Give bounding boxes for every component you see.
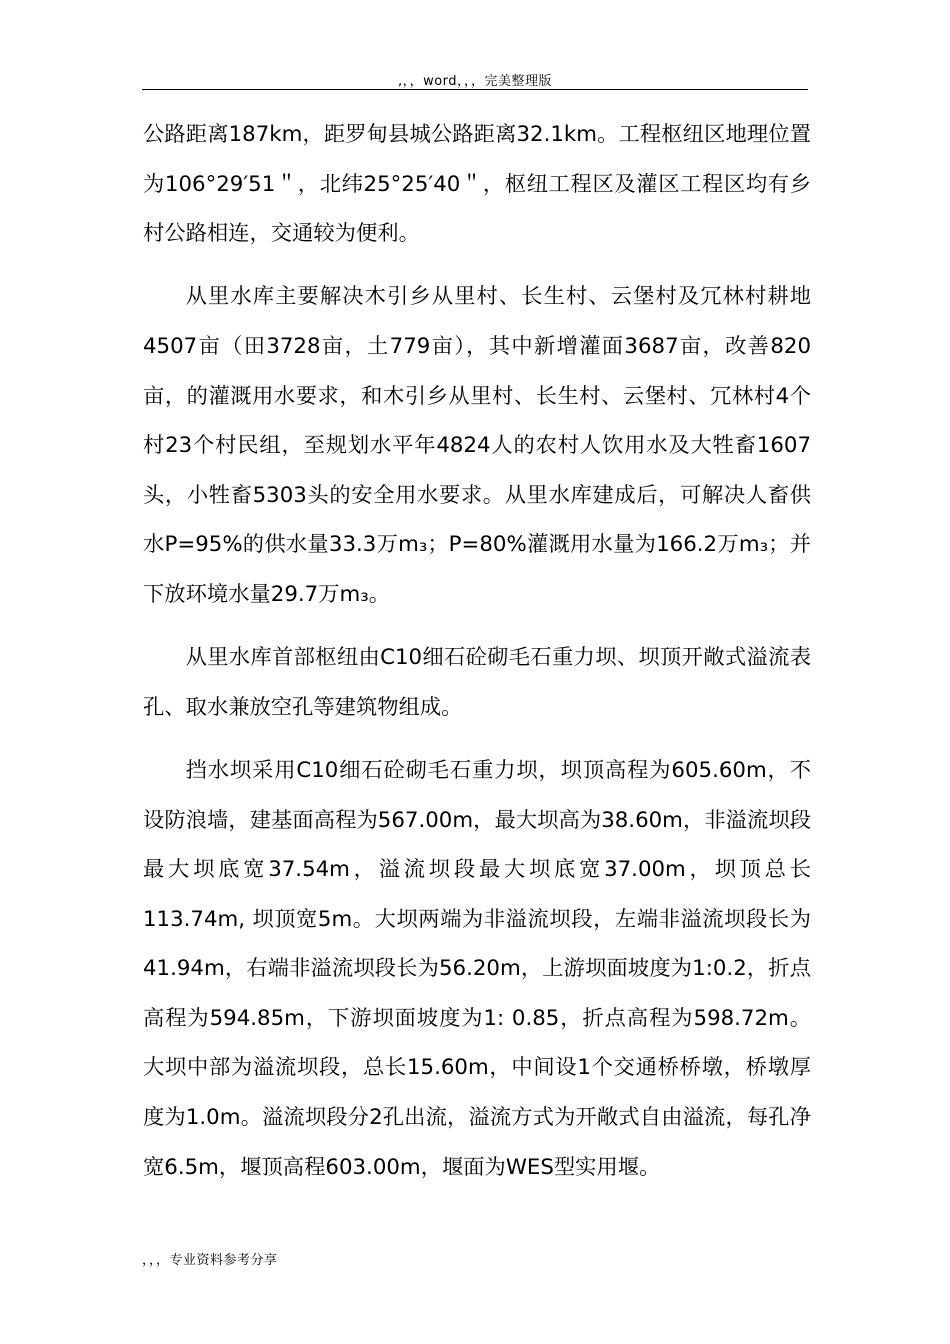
paragraph-hub-composition: 从里水库首部枢纽由C10细石砼砌毛石重力坝、坝顶开敞式溢流表孔、取水兼放空孔等建筑物组成。: [143, 645, 811, 720]
document-body: [143, 110, 811, 1206]
page-header: ,，，word，，，完美整理版: [397, 74, 553, 89]
page-footer: ，，，专业资料参考分享: [142, 1253, 278, 1268]
paragraph-water-supply: 从里水库主要解决木引乡从里村、长生村、云堡村及冗林村耕地4507亩（田3728亩，土779亩），其中新增灌面3687亩，改善820亩，的灌溉用水要求，和木引乡从里村、长生村、云堡村、冗林村4个村23个村民组，至规划水平年4824人的农村人饮用水及大牲畜1607头，小牲畜5303头的安全用水要求。从里水库建成后，可解决人畜供水P=95%的供水量33.3万m₃；P=80%灌溉用水量为166.2万m₃；并下放环境水量29.7万m₃。: [143, 284, 811, 607]
paragraph-dam-description: 挡水坝采用C10细石砼砌毛石重力坝，坝顶高程为605.60m，不设防浪墙，建基面高程为567.00m，最大坝高为38.60m，非溢流坝段最大坝底宽37.54m，溢流坝段最大坝底宽37.00m，坝顶总长113.74m, 坝顶宽5m。大坝两端为非溢流坝段，左端非溢流坝段长为41.94m，右端非溢流坝段长为56.20m，上游坝面坡度为1:0.2，折点高程为594.85m，下游坝面坡度为1: 0.85，折点高程为598.72m。大坝中部为溢流坝段，总长15.60m，中间设1个交通桥桥墩，桥墩厚度为1.0m。溢流坝段分2孔出流，溢流方式为开敞式自由溢流，每孔净宽6.5m，堰顶高程603.00m，堰面为WES型实用堰。: [143, 757, 811, 1180]
paragraph-location: 公路距离187km，距罗甸县城公路距离32.1km。工程枢纽区地理位置为106°29′51＂，北纬25°25′40＂，枢纽工程区及灌区工程区均有乡村公路相连，交通较为便利。: [143, 122, 811, 247]
header-divider: [142, 89, 808, 90]
